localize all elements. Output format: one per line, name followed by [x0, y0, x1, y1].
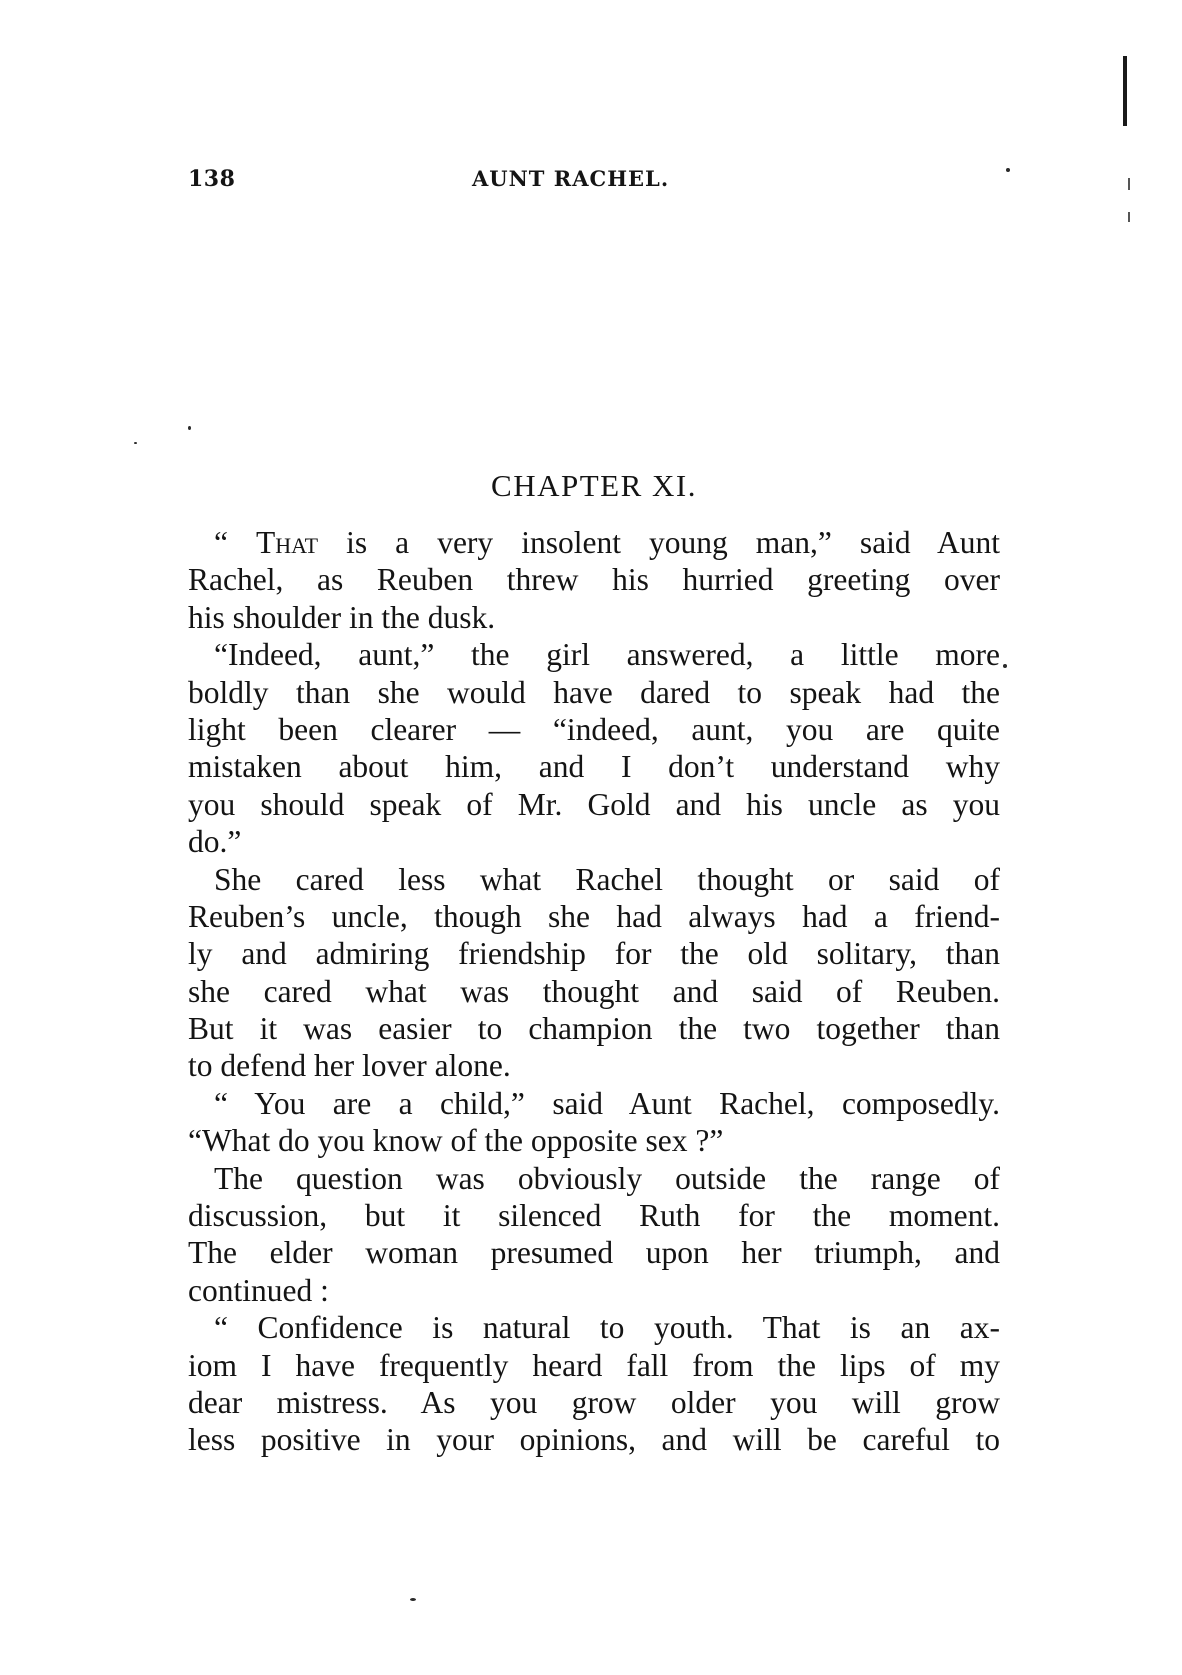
text-line: she cared what was thought and said of Reuben. — [188, 973, 1000, 1009]
page-number: 138 — [188, 166, 236, 192]
text-line: do.” — [188, 824, 242, 860]
text-line: light been clearer — “indeed, aunt, you are quite — [188, 711, 1000, 747]
text-line: dear mistress. As you grow older you will grow — [188, 1384, 1000, 1420]
text-line: “ You are a child,” said Aunt Rachel, composedly. — [214, 1085, 1000, 1121]
scan-speck — [188, 426, 191, 430]
text-line: “What do you know of the opposite sex ?” — [188, 1123, 724, 1159]
text-line: Rachel, as Reuben threw his hurried greeting over — [188, 562, 1000, 598]
text-line: “ That is a very insolent young man,” said Aunt — [214, 525, 1000, 560]
text-line: mistaken about him, and I don’t understand why — [188, 749, 1000, 785]
scan-margin-mark — [1128, 178, 1130, 190]
scan-margin-mark — [1123, 56, 1127, 126]
text-line: iom I have frequently heard fall from the lips of my — [188, 1347, 1000, 1383]
text-line: “Indeed, aunt,” the girl answered, a little more — [214, 637, 1000, 673]
text-line: She cared less what Rachel thought or said of — [214, 861, 1000, 897]
text-line: discussion, but it silenced Ruth for the moment. — [188, 1198, 1000, 1234]
scan-speck — [134, 442, 137, 444]
text-line: boldly than she would have dared to speak had the — [188, 674, 1000, 710]
body-text — [188, 524, 1000, 1459]
scan-speck — [410, 1598, 416, 1601]
text-line: less positive in your opinions, and will be careful to — [188, 1422, 1000, 1458]
text-line: The elder woman presumed upon her triumph, and — [188, 1235, 1000, 1271]
running-head: AUNT RACHEL. — [472, 166, 670, 191]
text-line: you should speak of Mr. Gold and his uncle as you — [188, 786, 1000, 822]
text-line: Reuben’s uncle, though she had always had a friend- — [188, 898, 1000, 934]
text-line: The question was obviously outside the range of — [214, 1160, 1000, 1196]
scan-speck — [1003, 664, 1007, 668]
chapter-title: CHAPTER XI. — [491, 468, 697, 503]
text-line: ly and admiring friendship for the old solitary, than — [188, 936, 1000, 972]
text-line: continued : — [188, 1272, 329, 1308]
text-line: But it was easier to champion the two together than — [188, 1011, 1000, 1047]
page-header — [188, 166, 1000, 196]
text-line: “ Confidence is natural to youth. That is an ax- — [214, 1310, 1000, 1346]
scan-speck — [1006, 168, 1010, 172]
text-line: to defend her lover alone. — [188, 1048, 511, 1084]
scan-margin-mark — [1128, 212, 1130, 222]
text-line: his shoulder in the dusk. — [188, 599, 496, 635]
